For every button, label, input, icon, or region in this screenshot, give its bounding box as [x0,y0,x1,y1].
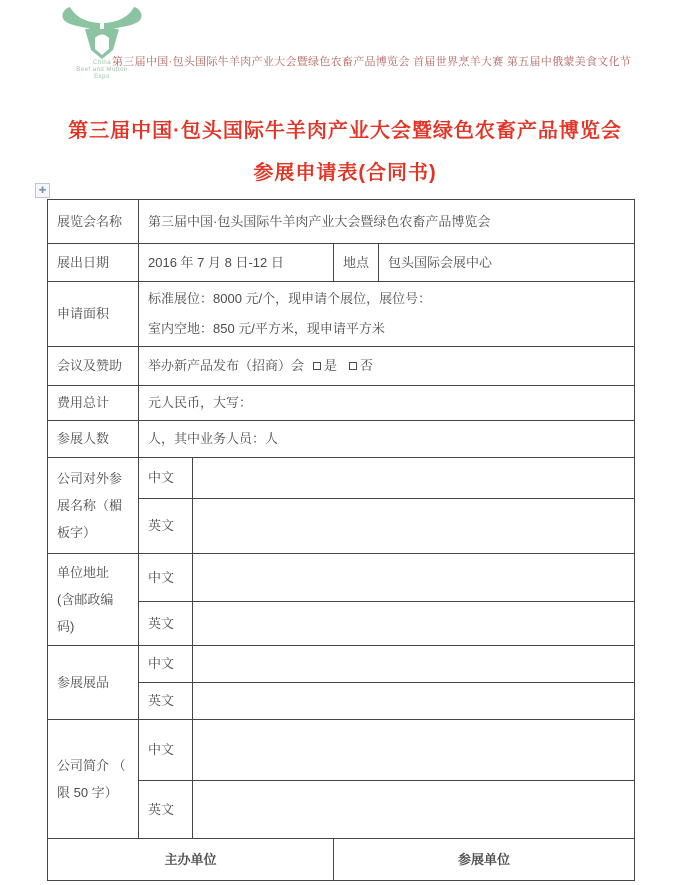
cell-address-label: 单位地址 (含邮政编码) [48,554,139,646]
cell-cost-value: 元人民币，大写： [139,386,635,421]
document-title-line2: 参展申请表(合同书) [253,162,437,184]
cell-address-cn-label: 中文 [139,554,193,602]
cell-products-cn-label: 中文 [139,646,193,683]
move-cross-icon: ✚ [38,185,47,195]
cell-products-en-value[interactable] [193,683,635,720]
checkbox-yes-label: 是 [324,358,338,374]
cell-products-cn-value[interactable] [193,646,635,683]
cell-profile-en-value[interactable] [193,781,635,839]
cell-dates-value: 2016 年 7 月 8 日-12 日 [139,244,334,282]
cell-exhibition-name-label: 展览会名称 [48,200,139,244]
logo-text-line1: China [92,60,112,66]
cell-exhibitor-label: 参展单位 [334,839,635,881]
logo-text-line3: Expo [94,74,110,80]
area-line-indoor-space: 室内空地：850 元/平方米，现申请平方米 [148,321,385,336]
bull-logo-icon [58,5,146,59]
checkbox-no-label: 否 [360,358,374,374]
cell-people-value: 人，其中业务人员：人 [139,421,635,458]
area-line-standard-booth: 标准展位：8000 元/个，现申请个展位，展位号： [148,291,432,307]
cell-location-label: 地点 [334,244,379,282]
cell-address-cn-value[interactable] [193,554,635,602]
sponsor-text: 举办新产品发布（招商）会 [148,358,305,374]
checkbox-no-icon [349,362,357,370]
cell-profile-label: 公司简介 （ 限 50 字） [48,720,139,839]
cell-company-name-label: 公司对外参展名称（楣板字） [48,458,139,554]
cell-profile-en-label: 英文 [139,781,193,839]
cell-exhibition-name-value: 第三届中国·包头国际牛羊肉产业大会暨绿色农畜产品博览会 [139,200,635,244]
document-title-line1: 第三届中国·包头国际牛羊肉产业大会暨绿色农畜产品博览会 [68,120,622,142]
cell-products-en-label: 英文 [139,683,193,720]
cell-address-en-label: 英文 [139,602,193,646]
cell-profile-cn-value[interactable] [193,720,635,781]
cell-products-label: 参展展品 [48,646,139,720]
cell-location-value: 包头国际会展中心 [379,244,635,282]
cell-company-name-en-label: 英文 [139,499,193,554]
cell-company-name-en-value[interactable] [193,499,635,554]
cell-dates-label: 展出日期 [48,244,139,282]
cell-sponsor-value [139,347,635,386]
cell-area-label: 申请面积 [48,282,139,347]
cell-address-en-value[interactable] [193,602,635,646]
cell-profile-cn-label: 中文 [139,720,193,781]
cell-organizer-label: 主办单位 [48,839,334,881]
cell-people-label: 参展人数 [48,421,139,458]
application-form-table [47,199,635,881]
checkbox-yes-icon [313,362,321,370]
table-move-handle[interactable] [35,183,50,198]
event-tagline: 第三届中国·包头国际牛羊肉产业大会暨绿色农畜产品博览会 首届世界烹羊大赛 第五届中俄蒙美食文化节 [112,56,632,68]
cell-company-name-cn-value[interactable] [193,458,635,499]
cell-area-value [139,282,635,347]
expo-logo [54,5,150,81]
logo-text-line2: Beef and Mutton [76,67,128,73]
cell-sponsor-label: 会议及赞助 [48,347,139,386]
cell-company-name-cn-label: 中文 [139,458,193,499]
cell-cost-label: 费用总计 [48,386,139,421]
